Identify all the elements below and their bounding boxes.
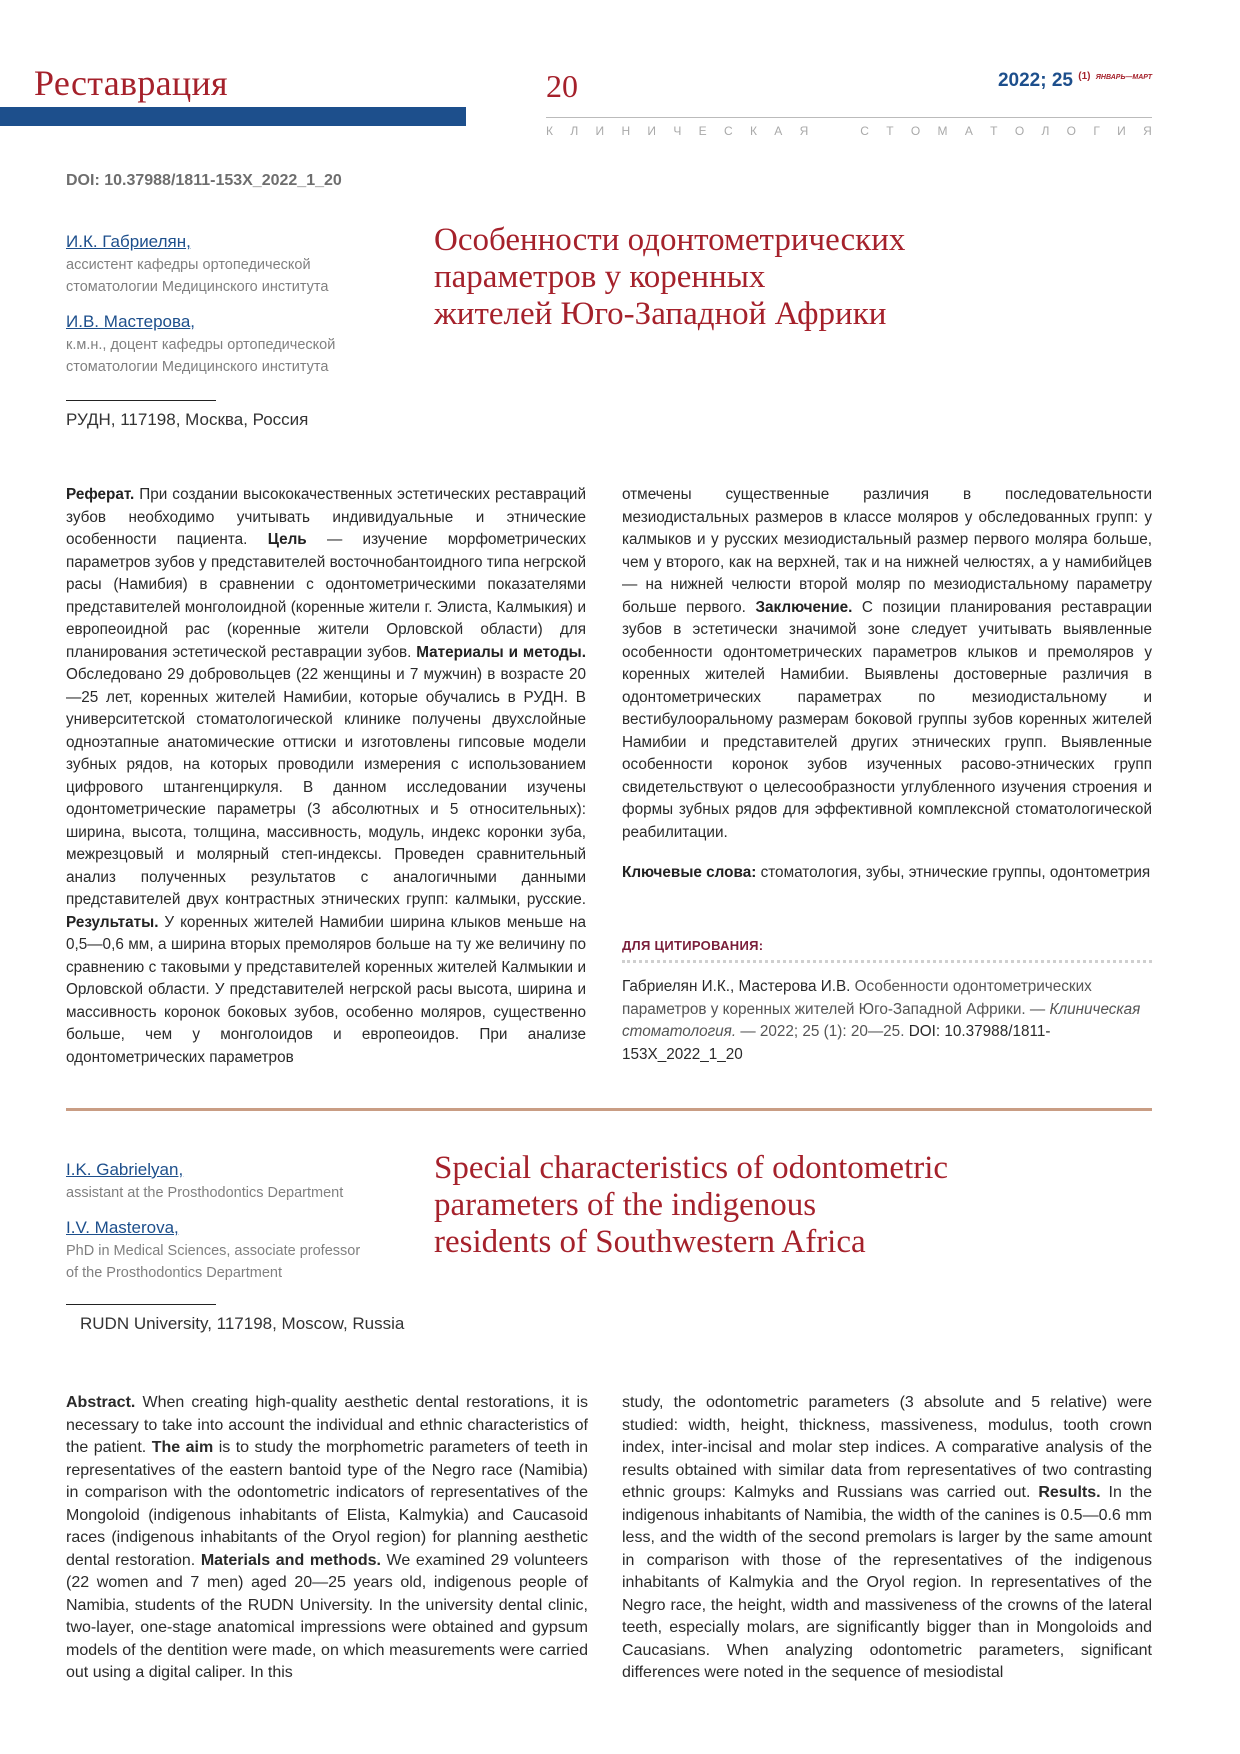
doi: DOI: 10.37988/1811-153X_2022_1_20 [66,172,342,189]
ru-author-2-aff-2: стоматологии Медицинского института [66,359,329,375]
en-abstract-p3: We examined 29 volunteers (22 women and 7 men) aged 20—25 years old, indigenous people of Namibia, students of the RUDN University. In the university dental clinic, two-layer, one-stage anatomical impressions were obtained and gypsum models of the dentition were made, on which measurements were carried out using a digital caliper. In this [66,1551,588,1681]
journal-letter: И [647,124,657,138]
label-aim: Цель [267,531,307,548]
ru-author-2-aff-1: к.м.н., доцент кафедры ортопедической [66,337,336,353]
label-the-aim: The aim [151,1439,214,1456]
section-divider [66,1108,1152,1111]
journal-letter: Е [698,124,707,138]
ru-title-line-3: жителей Юго-Западной Африки [434,296,887,332]
cite-title: Особенности одонтометрических параметров у коренных жителей Юго-Западной Африки. — [622,978,1092,1018]
page-number: 20 [546,68,578,104]
journal-letter: Я [799,124,809,138]
ru-article-title [434,222,1154,333]
journal-letter: О [1014,124,1025,138]
section-bar [0,107,466,126]
ru-abstract-p3: Обследовано 29 добровольцев (22 женщины и 7 мужчин) в возрасте 20—25 лет, коренных жителей Намибии, которые обучались в РУДН. В университетской стоматологической клинике получены двухслойные одноэтапные анатомические оттиски и изготовлены гипсовые модели зубных рядов, на которых проводили измерения с использованием цифрового штангенциркуля. В данном исследовании изучены одонтометрические параметры (3 абсолютных и 5 относительных): ширина, высота, толщина, массивность, модуль, индекс коронки зуба, межрезцовый и молярный степ-индексы. Проведен сравнительный анализ полученных результатов с аналогичными данными представителей двух контрастных этнических групп: калмыки, русские. [66,666,586,908]
ru-abstract-p6: С позиции планирования реставрации зубов в эстетически значимой зоне следует учитывать выявленные особенности одонтометрических параметров клыков и премоляров у коренных жителей Намибии. Выявлены достоверные различия в одонтометрических параметрах по мезиодистальному и вестибулооральному размерам боковой группы зубов коренных жителей Намибии и представителей других этнических групп. Выявленные особенности коронок зубов изученных расово-этнических групп свидетельствуют о целесообразности углубленного изучения строения и формы зубных рядов для эффективной комплексной стоматологической реабилитации. [622,598,1153,841]
en-abstract-p1: When creating high-quality aesthetic dental restorations, it is necessary to take into account the individual and ethnic characteristics of the patient. [66,1394,588,1456]
label-referat: Реферат. [66,486,135,503]
journal-letter: Л [570,124,579,138]
issue-number: (1) [1078,71,1091,82]
en-title-line-1: Special characteristics of odontometric [434,1150,949,1186]
ru-authors: И.К. Габриелян, ассистент кафедры ортопедической стоматологии Медицинского института И.В. Мастерова, к.м.н., доцент кафедры ортопедической стоматологии Медицинского института [66,232,396,378]
issue-volume: 25 [1051,70,1073,91]
label-methods: Материалы и методы. [416,643,586,661]
en-affil-rule [66,1304,216,1305]
journal-letter: Я [1143,124,1152,138]
journal-letter: А [774,124,783,138]
ru-title-line-1: Особенности одонтометрических [434,222,906,258]
journal-letter: И [1117,124,1126,138]
en-abstract-left [66,1392,588,1685]
journal-letter: К [749,124,757,138]
ru-author-1-aff-1: ассистент кафедры ортопедической [66,257,311,273]
ru-abstract-right [622,484,1152,885]
journal-letter: А [964,124,973,138]
en-abstract-right [622,1392,1152,1685]
section-title: Реставрация [34,63,228,103]
ru-abstract-p2: — изучение морфометрических параметров зубов у представителей восточнобантоидного типа негрской расы (Намибия) в сравнении с одонтометрическими показателями представителей монголоидной (коренные жители г. Элиста, Калмыкия) и европеоидной рас (коренные жители Орловской области) для планирования эстетической реставрации зубов. [66,531,586,661]
ru-abstract-p4: У коренных жителей Намибии ширина клыков меньше на 0,5—0,6 мм, а ширина вторых премоляров больше на ту же величину по сравнению с таковыми у представителей коренных жителей Калмыкии и Орловской области. У представителей негрской расы высота, ширина и массивность коронок боковых зубов, особенно моляров, существенно больше, чем у монголоидов и европеоидов. При анализе одонтометрических параметров [66,913,587,1066]
journal-name [546,124,1152,142]
ru-author-2-name[interactable]: И.В. Мастерова [66,312,191,331]
issue-info [998,70,1152,92]
cite-authors: Габриелян И.К., Мастерова И.В. [622,978,851,995]
keywords-text: стоматология, зубы, этнические группы, одонтометрия [760,864,1151,881]
label-conclusion: Заключение. [755,598,853,616]
journal-letter: К [546,124,553,138]
journal-letter: И [595,124,605,138]
en-author-1-name[interactable]: I.K. Gabrielyan [66,1160,179,1179]
citation [622,976,1152,1066]
cite-heading: ДЛЯ ЦИТИРОВАНИЯ: [622,938,764,953]
label-results: Результаты. [66,913,159,931]
en-title-line-2: parameters of the indigenous [434,1187,817,1223]
en-abstract-p2: is to study the morphometric parameters of teeth in representatives of the eastern bantoid type of the Negro race (Namibia) in comparison with the odontometric indicators of representatives of the Mongoloid (indigenous inhabitants of Elista, Kalmykia) and Caucasoid races (indigenous inhabitants of the Oryol region) for planning aesthetic dental restoration. [66,1439,589,1569]
journal-letter: С [860,124,869,138]
cite-doi[interactable]: DOI: 10.37988/1811-153X_2022_1_20 [622,1023,1051,1063]
journal-letter: Н [621,124,631,138]
ru-affil-rule [66,400,216,401]
ru-title-line-2: параметров у коренных [434,259,766,295]
label-en-results: Results. [1038,1484,1101,1501]
cite-tail: — 2022; 25 (1): 20—25. [740,1023,905,1040]
cite-dotted-rule [622,960,1152,963]
ru-author-1-name[interactable]: И.К. Габриелян [66,232,187,251]
en-author-2-aff-2: of the Prosthodontics Department [66,1265,283,1281]
en-abstract-p4: study, the odontometric parameters (3 absolute and 5 relative) were studied: width, height, thickness, massiveness, modulus, tooth crown index, inter-incisal and molar step indices. A comparative analysis of the results obtained with similar data from representatives of two contrasting ethnic groups: Kalmyks and Russians was carried out. [622,1394,1152,1501]
en-author-2-aff-1: PhD in Medical Sciences, associate professor [66,1243,361,1259]
label-materials-methods: Materials and methods. [200,1551,381,1569]
en-authors: I.K. Gabrielyan, assistant at the Prosthodontics Department I.V. Masterova, PhD in Medical Sciences, associate professor of the Prosthodontics Department [66,1160,406,1284]
issue-year: 2022; [997,70,1047,91]
ru-abstract-p1: При создании высококачественных эстетических реставраций зубов необходимо учитывать индивидуальные и этнические особенности пациента. [66,486,587,548]
journal-letter: Т [886,124,894,138]
en-title-line-3: residents of Southwestern Africa [434,1224,866,1260]
journal-letter: О [1066,124,1077,138]
en-author-2-name[interactable]: I.V. Masterova [66,1218,175,1237]
en-affiliation: RUDN University, 117198, Moscow, Russia [80,1314,405,1333]
issue-period: ЯНВАРЬ—МАРТ [1095,74,1152,81]
en-author-1-aff-1: assistant at the Prosthodontics Department [66,1185,344,1201]
ru-affiliation: РУДН, 117198, Москва, Россия [66,410,309,429]
label-abstract: Abstract. [66,1394,136,1411]
journal-letter: Т [990,124,998,138]
keywords-label: Ключевые слова: [622,864,757,881]
en-abstract-p5: In the indigenous inhabitants of Namibia, the width of the canines is 0.5—0.6 mm less, and the width of the second premolars is larger by the same amount in comparison with those of the representatives of the indigenous inhabitants of Kalmykia and the Oryol region. In representatives of the Negro race, the height, width and massiveness of the crowns of the lateral teeth, especially molars, are significantly bigger than in Mongoloids and Caucasians. When analyzing odontometric parameters, significant differences were noted in the sequence of mesiodistal [622,1484,1153,1681]
ru-keywords [622,862,1152,885]
journal-letter: С [724,124,733,138]
journal-rule [546,117,1152,118]
journal-letter: Л [1041,124,1050,138]
ru-author-1-aff-2: стоматологии Медицинского института [66,279,329,295]
journal-letter: О [910,124,921,138]
ru-abstract-p5: отмечены существенные различия в последовательности мезиодистальных размеров в классе моляров у обследованных групп: у калмыков и у русских мезиодистальный размер первого моляра больше, чем у второго, как на верхней, так и на нижней челюстях, а у намибийцев — на нижней челюсти второй моляр по мезиодистальному параметру больше первого. [622,486,1152,616]
journal-letter: М [937,124,948,138]
journal-letter: Ч [673,124,682,138]
ru-abstract-left [66,484,586,1069]
cite-journal: Клиническая стоматология. [622,1000,1141,1040]
journal-letter: Г [1093,124,1100,138]
en-article-title [434,1150,1154,1261]
